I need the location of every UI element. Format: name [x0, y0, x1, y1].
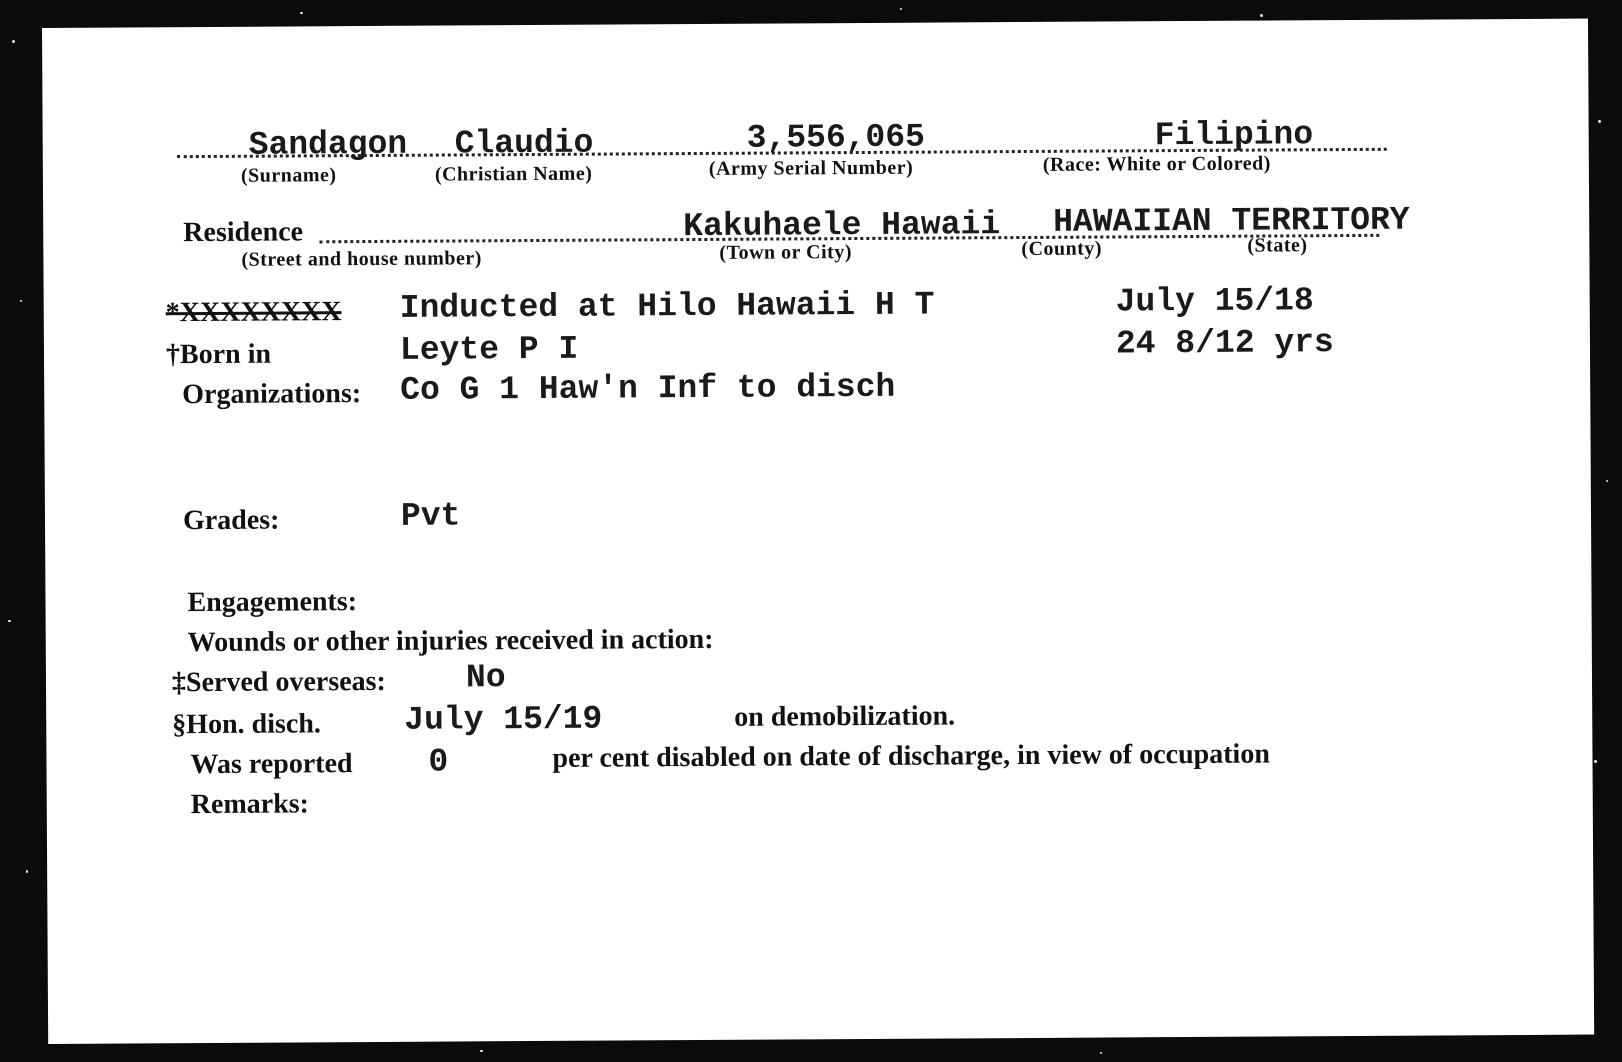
scan-speck: [1598, 120, 1601, 123]
disabled-percent-value: 0: [428, 743, 449, 781]
race-label: (Race: White or Colored): [1042, 152, 1271, 176]
scan-speck: [900, 8, 902, 10]
born-label: †Born in: [165, 338, 272, 371]
scan-speck: [1100, 1052, 1102, 1054]
scan-speck: [8, 620, 11, 622]
born-place-value: Leyte P I: [399, 330, 579, 369]
organizations-label: Organizations:: [182, 378, 362, 411]
state-value: HAWAIIAN TERRITORY: [1053, 201, 1410, 241]
christian-name-label: (Christian Name): [434, 162, 593, 186]
grades-label: Grades:: [182, 504, 280, 537]
hon-disch-date-value: July 15/19: [404, 700, 603, 739]
scan-speck: [12, 40, 15, 43]
town-label: (Town or City): [719, 241, 853, 264]
scan-speck: [1594, 760, 1597, 763]
christian-name-value: Claudio: [454, 124, 594, 163]
inducted-date-value: July 15/18: [1115, 282, 1314, 321]
surname-label: (Surname): [240, 164, 337, 187]
wounds-label: Wounds or other injuries received in action:: [187, 623, 714, 659]
street-label: (Street and house number): [241, 247, 482, 271]
state-label: (State): [1247, 234, 1308, 257]
race-value: Filipino: [1154, 116, 1314, 155]
residence-label: Residence: [183, 216, 304, 249]
surname-value: Sandagon: [248, 125, 408, 164]
scan-speck: [26, 870, 28, 873]
engagements-label: Engagements:: [187, 586, 358, 619]
hon-disch-label: §Hon. disch.: [172, 708, 321, 741]
remarks-label: Remarks:: [190, 788, 310, 821]
service-record-card: [42, 19, 1594, 1044]
served-overseas-value: No: [465, 659, 506, 697]
inducted-value: Inducted at Hilo Hawaii H T: [399, 286, 935, 327]
town-value: Kakuhaele Hawaii: [683, 206, 1001, 246]
scan-speck: [1260, 14, 1263, 17]
disabled-text: per cent disabled on date of discharge, in view of occupation: [552, 738, 1270, 774]
organizations-value: Co G 1 Haw'n Inf to disch: [400, 368, 896, 409]
was-reported-label: Was reported: [190, 748, 353, 781]
scan-speck: [480, 1050, 483, 1052]
hon-disch-suffix: on demobilization.: [734, 700, 956, 733]
age-value: 24 8/12 yrs: [1115, 324, 1334, 363]
scan-speck: [20, 300, 22, 302]
county-label: (County): [1021, 237, 1103, 261]
scan-speck: [1606, 480, 1608, 482]
enlisted-struck-label: *XXXXXXXX: [165, 296, 342, 329]
served-overseas-label: ‡Served overseas:: [171, 665, 386, 699]
serial-number-value: 3,556,065: [746, 118, 926, 157]
grades-value: Pvt: [400, 497, 461, 535]
scan-speck: [300, 12, 303, 14]
serial-number-label: (Army Serial Number): [708, 156, 914, 180]
